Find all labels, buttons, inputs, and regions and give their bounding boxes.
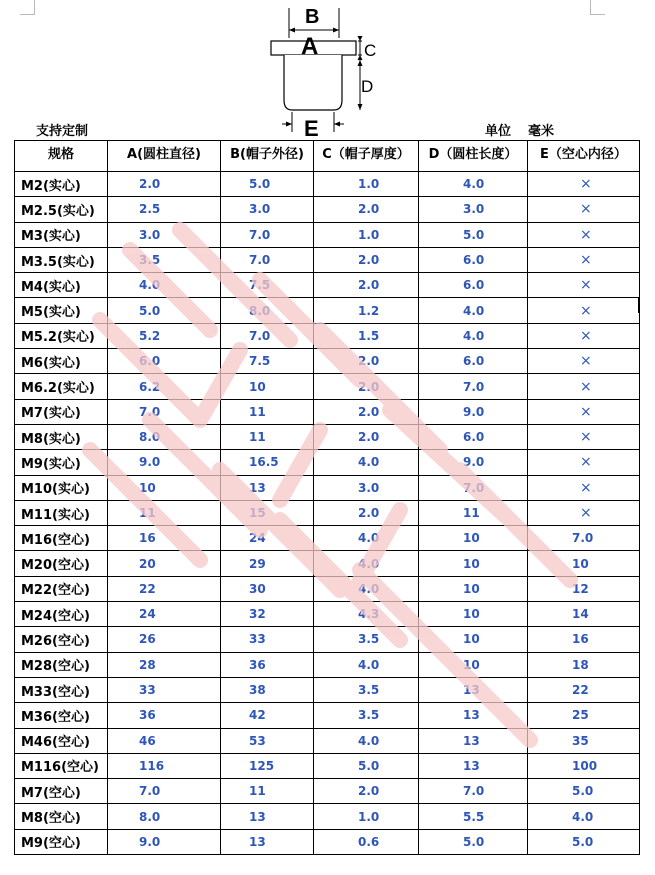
- value-cell: 7.5: [221, 273, 314, 298]
- table-row: [15, 576, 640, 601]
- value-cell: 6.0: [419, 273, 528, 298]
- value-cell: 25: [528, 703, 640, 728]
- value-cell: 10: [419, 576, 528, 601]
- value-cell: 22: [528, 677, 640, 702]
- value-cell: 4.0: [314, 576, 419, 601]
- value-cell: 33: [221, 627, 314, 652]
- unit-label: 单位: [485, 124, 512, 139]
- spec-cell: M116(空心): [15, 753, 108, 778]
- value-cell: 6.0: [419, 247, 528, 272]
- not-applicable-mark: ×: [528, 500, 640, 525]
- table-row: [15, 374, 640, 399]
- not-applicable-mark: ×: [528, 475, 640, 500]
- value-cell: 11: [221, 424, 314, 449]
- not-applicable-mark: ×: [528, 399, 640, 424]
- spec-cell: M5.2(实心): [15, 323, 108, 348]
- value-cell: 29: [221, 551, 314, 576]
- value-cell: 26: [108, 627, 221, 652]
- value-cell: 3.0: [314, 475, 419, 500]
- spec-cell: M4(实心): [15, 273, 108, 298]
- value-cell: 0.6: [314, 829, 419, 854]
- value-cell: 7.0: [221, 222, 314, 247]
- diagram-label-c: C: [364, 41, 377, 60]
- value-cell: 13: [419, 753, 528, 778]
- value-cell: 125: [221, 753, 314, 778]
- value-cell: 4.0: [419, 172, 528, 197]
- header-c-cap-thickness: C（帽子厚度）: [314, 141, 419, 172]
- value-cell: 10: [221, 374, 314, 399]
- spec-cell: M3.5(实心): [15, 247, 108, 272]
- spec-cell: M6.2(实心): [15, 374, 108, 399]
- value-cell: 4.0: [108, 273, 221, 298]
- value-cell: 7.0: [419, 779, 528, 804]
- value-cell: 53: [221, 728, 314, 753]
- table-row: [15, 627, 640, 652]
- value-cell: 14: [528, 602, 640, 627]
- spec-cell: M10(实心): [15, 475, 108, 500]
- spec-cell: M9(空心): [15, 829, 108, 854]
- value-cell: 100: [528, 753, 640, 778]
- spec-cell: M20(空心): [15, 551, 108, 576]
- value-cell: 3.5: [314, 703, 419, 728]
- value-cell: 2.0: [314, 779, 419, 804]
- table-row: [15, 247, 640, 272]
- value-cell: 7.0: [221, 247, 314, 272]
- value-cell: 38: [221, 677, 314, 702]
- value-cell: 10: [419, 602, 528, 627]
- unit-value: 毫米: [528, 124, 555, 139]
- rivet-dimension-diagram: [262, 0, 392, 140]
- value-cell: 11: [108, 500, 221, 525]
- value-cell: 9.0: [419, 399, 528, 424]
- value-cell: 1.0: [314, 222, 419, 247]
- spec-cell: M46(空心): [15, 728, 108, 753]
- table-row: [15, 703, 640, 728]
- not-applicable-mark: ×: [528, 222, 640, 247]
- value-cell: 5.0: [314, 753, 419, 778]
- value-cell: 2.0: [314, 424, 419, 449]
- value-cell: 33: [108, 677, 221, 702]
- value-cell: 2.0: [314, 247, 419, 272]
- table-row: [15, 197, 640, 222]
- table-row: [15, 652, 640, 677]
- value-cell: 6.0: [419, 424, 528, 449]
- value-cell: 7.5: [221, 349, 314, 374]
- not-applicable-mark: ×: [528, 247, 640, 272]
- spec-cell: M3(实心): [15, 222, 108, 247]
- value-cell: 2.0: [314, 197, 419, 222]
- not-applicable-mark: ×: [528, 323, 640, 348]
- value-cell: 9.0: [419, 450, 528, 475]
- spec-cell: M6(实心): [15, 349, 108, 374]
- table-row: [15, 753, 640, 778]
- table-row: [15, 526, 640, 551]
- value-cell: 6.0: [108, 349, 221, 374]
- rivet-drawing: [262, 0, 392, 140]
- spec-cell: M33(空心): [15, 677, 108, 702]
- spec-cell: M26(空心): [15, 627, 108, 652]
- header-spec: 规格: [15, 141, 108, 172]
- page-edge-mark: [638, 297, 640, 313]
- value-cell: 42: [221, 703, 314, 728]
- value-cell: 4.0: [314, 652, 419, 677]
- specification-table: [14, 140, 640, 855]
- table-row: [15, 323, 640, 348]
- value-cell: 16.5: [221, 450, 314, 475]
- spec-cell: M11(实心): [15, 500, 108, 525]
- table-row: [15, 804, 640, 829]
- value-cell: 7.0: [419, 374, 528, 399]
- value-cell: 10: [419, 652, 528, 677]
- header-b-cap-diameter: B(帽子外径): [221, 141, 314, 172]
- table-row: [15, 728, 640, 753]
- value-cell: 3.5: [314, 677, 419, 702]
- not-applicable-mark: ×: [528, 273, 640, 298]
- header-d-length: D（圆柱长度）: [419, 141, 528, 172]
- diagram-label-d: D: [361, 77, 374, 96]
- value-cell: 12: [528, 576, 640, 601]
- value-cell: 15: [221, 500, 314, 525]
- not-applicable-mark: ×: [528, 450, 640, 475]
- value-cell: 5.0: [419, 222, 528, 247]
- value-cell: 2.0: [314, 399, 419, 424]
- value-cell: 3.0: [108, 222, 221, 247]
- table-body: [15, 172, 640, 855]
- not-applicable-mark: ×: [528, 298, 640, 323]
- value-cell: 5.0: [221, 172, 314, 197]
- value-cell: 4.0: [419, 298, 528, 323]
- value-cell: 4.0: [314, 551, 419, 576]
- not-applicable-mark: ×: [528, 374, 640, 399]
- value-cell: 32: [221, 602, 314, 627]
- value-cell: 24: [108, 602, 221, 627]
- table-row: [15, 349, 640, 374]
- diagram-label-a: A: [301, 33, 319, 60]
- spec-cell: M7(空心): [15, 779, 108, 804]
- table-row: [15, 222, 640, 247]
- value-cell: 46: [108, 728, 221, 753]
- value-cell: 4.0: [314, 450, 419, 475]
- value-cell: 1.5: [314, 323, 419, 348]
- table-row: [15, 298, 640, 323]
- spec-cell: M2(实心): [15, 172, 108, 197]
- value-cell: 116: [108, 753, 221, 778]
- value-cell: 2.0: [314, 374, 419, 399]
- value-cell: 3.0: [419, 197, 528, 222]
- value-cell: 10: [108, 475, 221, 500]
- value-cell: 4.0: [419, 323, 528, 348]
- value-cell: 5.0: [528, 829, 640, 854]
- value-cell: 7.0: [528, 526, 640, 551]
- value-cell: 5.0: [419, 829, 528, 854]
- spec-cell: M2.5(实心): [15, 197, 108, 222]
- value-cell: 11: [419, 500, 528, 525]
- value-cell: 35: [528, 728, 640, 753]
- value-cell: 9.0: [108, 829, 221, 854]
- table-row: [15, 551, 640, 576]
- value-cell: 7.0: [108, 779, 221, 804]
- spec-cell: M8(空心): [15, 804, 108, 829]
- value-cell: 2.0: [314, 273, 419, 298]
- spec-cell: M36(空心): [15, 703, 108, 728]
- value-cell: 10: [419, 627, 528, 652]
- value-cell: 11: [221, 399, 314, 424]
- spec-cell: M22(空心): [15, 576, 108, 601]
- not-applicable-mark: ×: [528, 172, 640, 197]
- value-cell: 20: [108, 551, 221, 576]
- spec-cell: M16(空心): [15, 526, 108, 551]
- not-applicable-mark: ×: [528, 424, 640, 449]
- table-row: [15, 424, 640, 449]
- value-cell: 7.0: [419, 475, 528, 500]
- value-cell: 2.0: [314, 349, 419, 374]
- customization-note: 支持定制: [36, 124, 89, 139]
- table-row: [15, 273, 640, 298]
- value-cell: 22: [108, 576, 221, 601]
- spec-cell: M28(空心): [15, 652, 108, 677]
- table-row: [15, 677, 640, 702]
- value-cell: 3.5: [108, 247, 221, 272]
- table-row: [15, 399, 640, 424]
- value-cell: 5.0: [528, 779, 640, 804]
- value-cell: 16: [108, 526, 221, 551]
- value-cell: 30: [221, 576, 314, 601]
- value-cell: 10: [419, 551, 528, 576]
- value-cell: 36: [108, 703, 221, 728]
- value-cell: 7.0: [108, 399, 221, 424]
- value-cell: 11: [221, 779, 314, 804]
- page-corner-mark-left: [20, 0, 35, 15]
- table-row: [15, 475, 640, 500]
- value-cell: 10: [419, 526, 528, 551]
- value-cell: 2.0: [108, 172, 221, 197]
- value-cell: 8.0: [108, 804, 221, 829]
- value-cell: 1.0: [314, 804, 419, 829]
- value-cell: 5.5: [419, 804, 528, 829]
- value-cell: 13: [221, 475, 314, 500]
- table-row: [15, 602, 640, 627]
- table-row: [15, 172, 640, 197]
- spec-cell: M24(空心): [15, 602, 108, 627]
- value-cell: 6.2: [108, 374, 221, 399]
- value-cell: 1.2: [314, 298, 419, 323]
- page-corner-mark-right: [590, 0, 605, 15]
- value-cell: 10: [528, 551, 640, 576]
- table-row: [15, 779, 640, 804]
- value-cell: 13: [419, 677, 528, 702]
- table-row: [15, 450, 640, 475]
- value-cell: 36: [221, 652, 314, 677]
- value-cell: 6.0: [419, 349, 528, 374]
- table-row: [15, 829, 640, 854]
- value-cell: 13: [221, 829, 314, 854]
- value-cell: 8.0: [108, 424, 221, 449]
- diagram-label-b: B: [305, 6, 320, 28]
- spec-cell: M7(实心): [15, 399, 108, 424]
- value-cell: 7.0: [221, 323, 314, 348]
- spec-cell: M8(实心): [15, 424, 108, 449]
- value-cell: 4.0: [528, 804, 640, 829]
- value-cell: 2.0: [314, 500, 419, 525]
- spec-cell: M5(实心): [15, 298, 108, 323]
- value-cell: 13: [419, 703, 528, 728]
- value-cell: 5.2: [108, 323, 221, 348]
- value-cell: 24: [221, 526, 314, 551]
- value-cell: 3.0: [221, 197, 314, 222]
- value-cell: 13: [419, 728, 528, 753]
- value-cell: 9.0: [108, 450, 221, 475]
- header-a-diameter: A(圆柱直径): [108, 141, 221, 172]
- not-applicable-mark: ×: [528, 197, 640, 222]
- value-cell: 5.0: [108, 298, 221, 323]
- value-cell: 4.0: [314, 728, 419, 753]
- value-cell: 2.5: [108, 197, 221, 222]
- value-cell: 8.0: [221, 298, 314, 323]
- value-cell: 13: [221, 804, 314, 829]
- value-cell: 18: [528, 652, 640, 677]
- value-cell: 16: [528, 627, 640, 652]
- value-cell: 1.0: [314, 172, 419, 197]
- table-header-row: [15, 141, 640, 172]
- diagram-label-e: E: [304, 116, 319, 141]
- value-cell: 4.3: [314, 602, 419, 627]
- value-cell: 4.0: [314, 526, 419, 551]
- spec-cell: M9(实心): [15, 450, 108, 475]
- header-e-inner-diameter: E（空心内径）: [528, 141, 640, 172]
- table-row: [15, 500, 640, 525]
- value-cell: 28: [108, 652, 221, 677]
- value-cell: 3.5: [314, 627, 419, 652]
- not-applicable-mark: ×: [528, 349, 640, 374]
